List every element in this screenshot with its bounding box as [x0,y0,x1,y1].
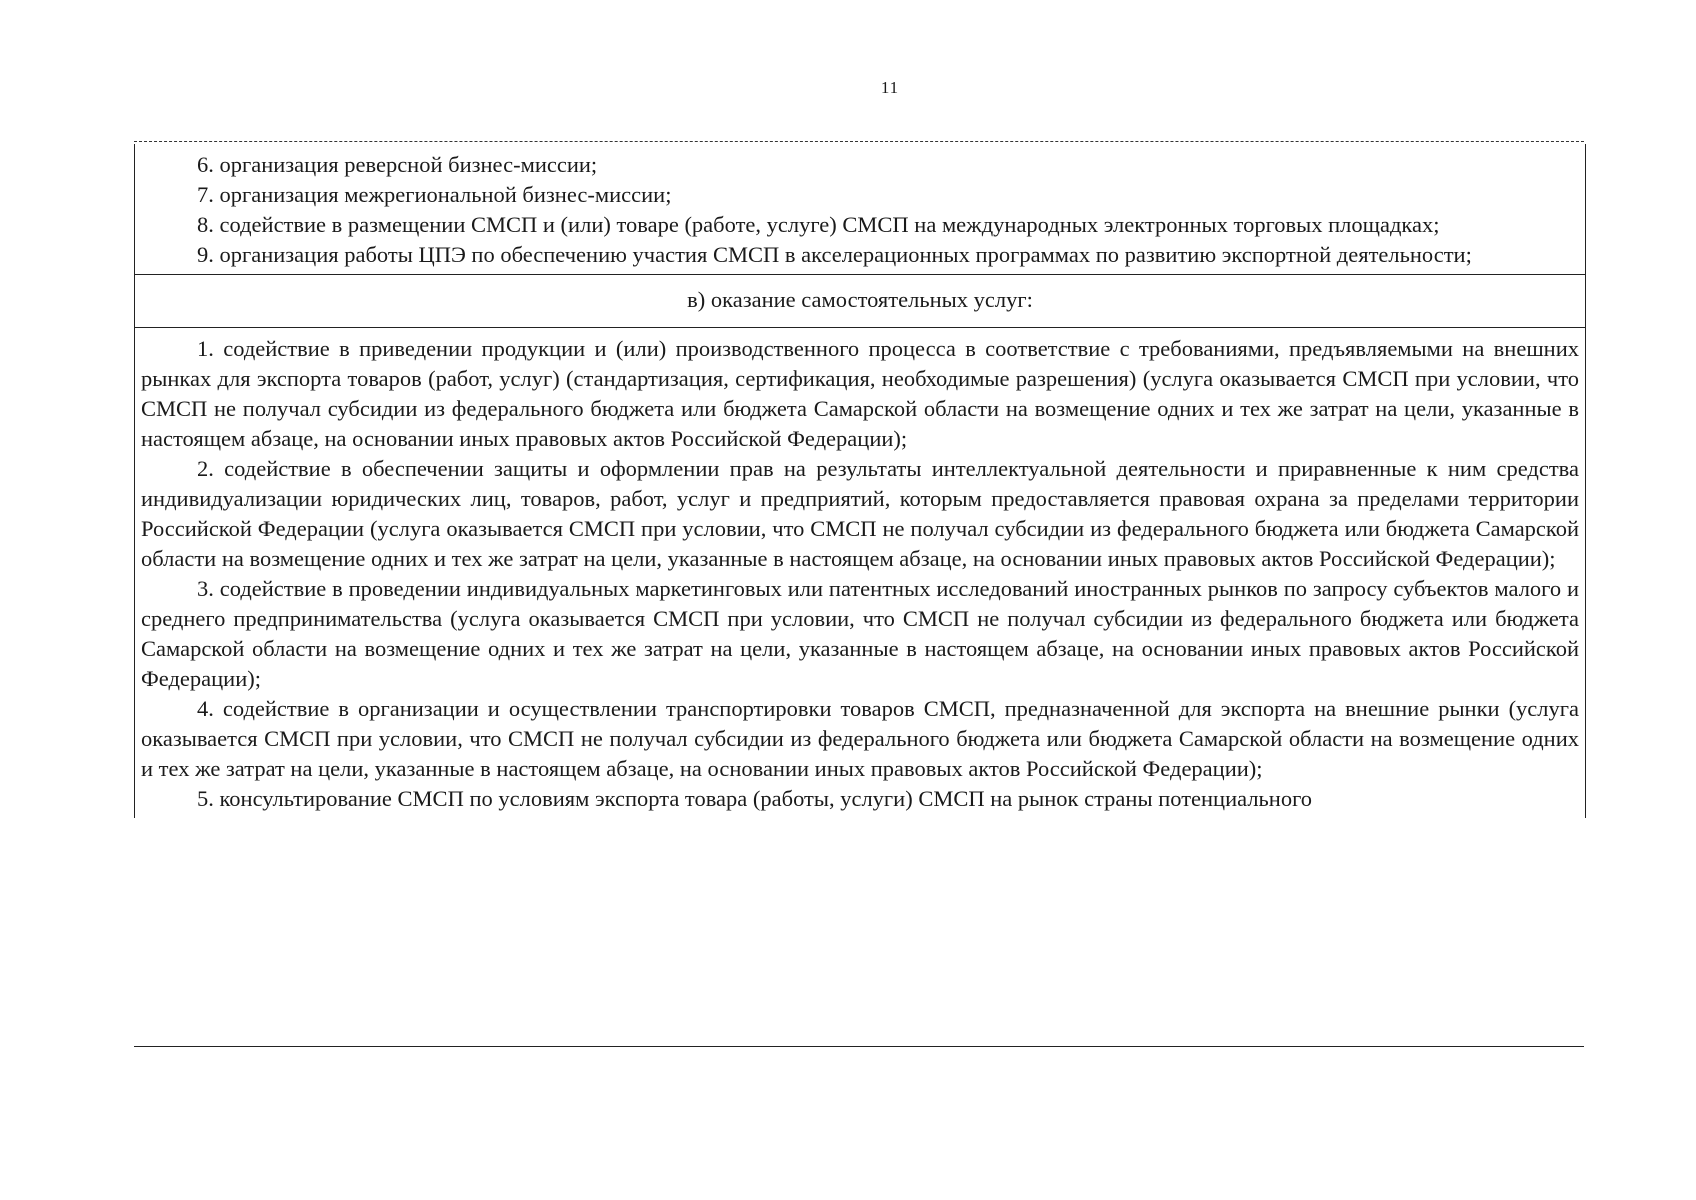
page-number: 11 [880,78,900,97]
list-item: 4. содействие в организации и осуществлении транспортировки товаров СМСП, предназначенной для экспорта на внешние рынки (услуга оказывается СМСП при условии, что СМСП не получал субсидии из федерального бюджета или бюджета Самарской области на возмещение одних и тех же затрат на цели, указанные в настоящем абзаце, на основании иных правовых актов Российской Федерации); [141,696,1579,781]
table-bottom-border [134,1046,1584,1047]
list-item: 9. организация работы ЦПЭ по обеспечению участия СМСП в акселерационных программах по развитию экспортной деятельности; [197,242,1472,267]
list-item: 7. организация межрегиональной бизнес-миссии; [197,182,672,207]
services-table [134,144,1586,818]
list-item: 1. содействие в приведении продукции и (или) производственного процесса в соответствие с требованиями, предъявляемыми на внешних рынках для экспорта товаров (работ, услуг) (стандартизация, сертификация, необходимые разрешения) (услуга оказывается СМСП при условии, что СМСП не получал субсидии из федерального бюджета или бюджета Самарской области на возмещение одних и тех же затрат на цели, указанные в настоящем абзаце, на основании иных правовых актов Российской Федерации); [141,336,1579,451]
section-c-items-cell [135,328,1585,818]
section-b-continuation-cell [135,144,1585,274]
list-item: 5. консультирование СМСП по условиям экспорта товара (работы, услуги) СМСП на рынок страны потенциального [197,786,1313,811]
list-item: 2. содействие в обеспечении защиты и оформлении прав на результаты интеллектуальной деятельности и приравненные к ним средства индивидуализации юридических лиц, товаров, работ, услуг и предприятий, которым предоставляется правовая охрана за пределами территории Российской Федерации (услуга оказывается СМСП при условии, что СМСП не получал субсидии из федерального бюджета или бюджета Самарской области на возмещение одних и тех же затрат на цели, указанные в настоящем абзаце, на основании иных правовых актов Российской Федерации); [141,456,1579,571]
list-item: 8. содействие в размещении СМСП и (или) товаре (работе, услуге) СМСП на международных электронных торговых площадках; [197,212,1440,237]
table-top-border [134,141,1584,142]
section-c-heading: в) оказание самостоятельных услуг: [687,287,1033,312]
list-item: 6. организация реверсной бизнес-миссии; [197,152,598,177]
list-item: 3. содействие в проведении индивидуальных маркетинговых или патентных исследований иностранных рынков по запросу субъектов малого и среднего предпринимательства (услуга оказывается СМСП при условии, что СМСП не получал субсидии из федерального бюджета или бюджета Самарской области на возмещение одних и тех же затрат на цели, указанные в настоящем абзаце, на основании иных правовых актов Российской Федерации); [141,576,1579,691]
